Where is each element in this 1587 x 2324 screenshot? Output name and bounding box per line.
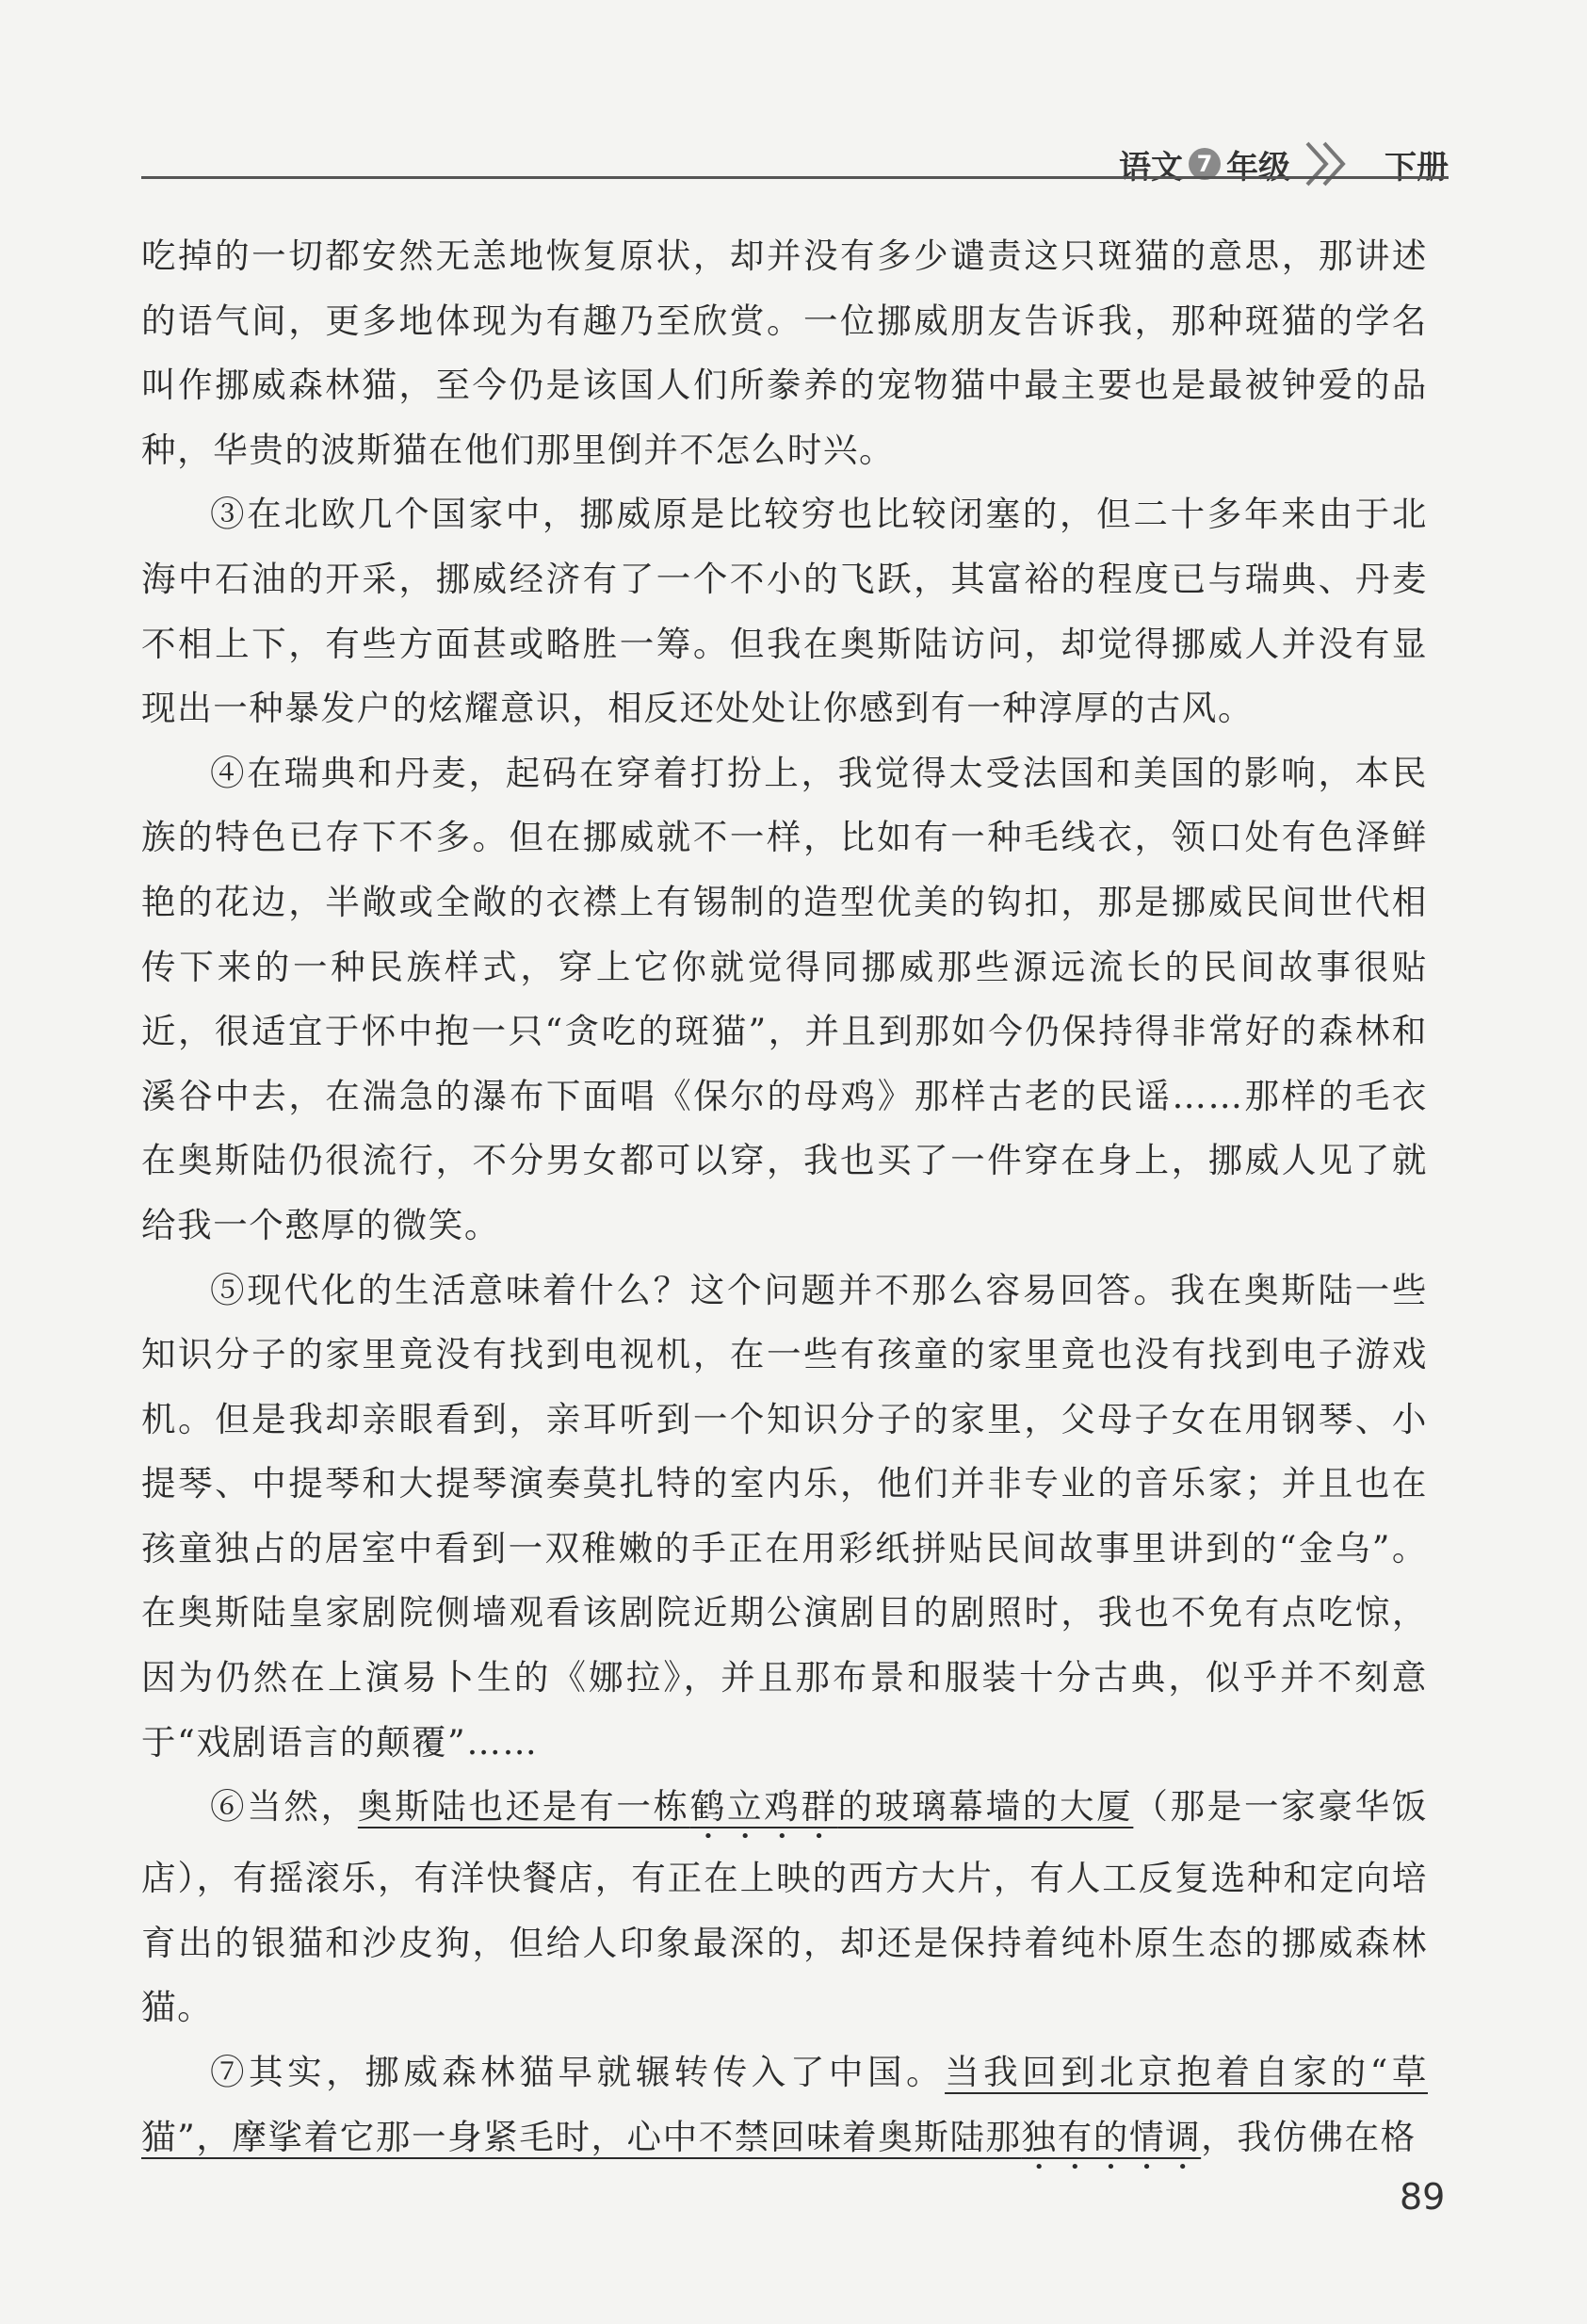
paragraph-7-lead: ⑦其实，挪威森林猫早就辗转传入了中国。 (210, 2052, 946, 2093)
paragraph-3: ③在北欧几个国家中，挪威原是比较穷也比较闭塞的，但二十多年来由于北海中石油的开采，挪威经济有了一个不小的飞跃，其富裕的程度已与瑞典、丹麦不相上下，有些方面甚或略胜一筹。但我在奥斯陆访问，却觉得挪威人并没有显现出一种暴发户的炫耀意识，相反还处处让你感到有一种淳厚的古风。 (141, 494, 1428, 729)
subject-label: 语文 (1119, 148, 1183, 187)
paragraph-6-lead: ⑥当然， (210, 1786, 358, 1828)
underlined-text: 当我回到北京抱着自家的“草猫”，摩挲着它那一身紧毛时，心中不禁回味着奥斯陆那 (141, 2052, 1428, 2157)
page-number: 89 (1400, 2176, 1446, 2218)
dotted-phrase: 独有的情调 (1021, 2116, 1202, 2157)
paragraph-7-tail: ，我仿佛在格 (1201, 2116, 1417, 2157)
underlined-sentence (358, 1786, 1134, 1827)
dotted-phrase: 鹤立鸡群 (689, 1786, 838, 1828)
paragraph-6-tail: （那是一家豪华饭店），有摇滚乐，有洋快餐店，有正在上映的西方大片，有人工反复选种和定向培育出的银猫和沙皮狗，但给人印象最深的，却还是保持着纯朴原生态的挪威森林猫。 (141, 1786, 1428, 2028)
article-body (141, 224, 1428, 2177)
paragraph-5: ⑤现代化的生活意味着什么？这个问题并不那么容易回答。我在奥斯陆一些知识分子的家里竟没有找到电视机，在一些有孩童的家里竟也没有找到电子游戏机。但是我却亲眼看到，亲耳听到一个知识分子的家里，父母子女在用钢琴、小提琴、中提琴和大提琴演奏莫扎特的室内乐，他们并非专业的音乐家；并且也在孩童独占的居室中看到一双稚嫩的手正在用彩纸拼贴民间故事里讲到的“金乌”。在奥斯陆皇家剧院侧墙观看该剧院近期公演剧目的剧照时，我也不免有点吃惊，因为仍然在上演易卜生的《娜拉》，并且那布景和服装十分古典，似乎并不刻意于“戏剧语言的颠覆”…… (141, 1269, 1428, 1763)
page-header (141, 111, 1449, 187)
header-label (1119, 138, 1449, 190)
header-rule (141, 176, 1449, 179)
paragraph-4: ④在瑞典和丹麦，起码在穿着打扮上，我觉得太受法国和美国的影响，本民族的特色已存下不多。但在挪威就不一样，比如有一种毛线衣，领口处有色泽鲜艳的花边，半敞或全敞的衣襟上有锡制的造型优美的钩扣，那是挪威民间世代相传下来的一种民族样式，穿上它你就觉得同挪威那些源远流长的民间故事很贴近，很适宜于怀中抱一只“贪吃的斑猫”，并且到那如今仍保持得非常好的森林和溪谷中去，在湍急的瀑布下面唱《保尔的母鸡》那样古老的民谣……那样的毛衣在奥斯陆仍很流行，不分男女都可以穿，我也买了一件穿在身上，挪威人见了就给我一个憨厚的微笑。 (141, 752, 1428, 1245)
volume-label: 下册 (1385, 148, 1449, 187)
paragraph-continuation: 吃掉的一切都安然无恙地恢复原状，却并没有多少谴责这只斑猫的意思，那讲述的语气间，更多地体现为有趣乃至欣赏。一位挪威朋友告诉我，那种斑猫的学名叫作挪威森林猫，至今仍是该国人们所豢养的宠物猫中最主要也是最被钟爱的品种，华贵的波斯猫在他们那里倒并不怎么时兴。 (141, 236, 1428, 470)
paragraph-6 (141, 1775, 1428, 2040)
grade-number-badge: 7 (1189, 148, 1221, 180)
underlined-text: 的玻璃幕墙的大厦 (837, 1786, 1134, 1828)
paragraph-7 (141, 2040, 1428, 2177)
double-chevron-icon (1302, 138, 1356, 190)
grade-label: 年级 (1226, 148, 1290, 187)
underlined-text: 奥斯陆也还是有一栋 (357, 1786, 690, 1828)
